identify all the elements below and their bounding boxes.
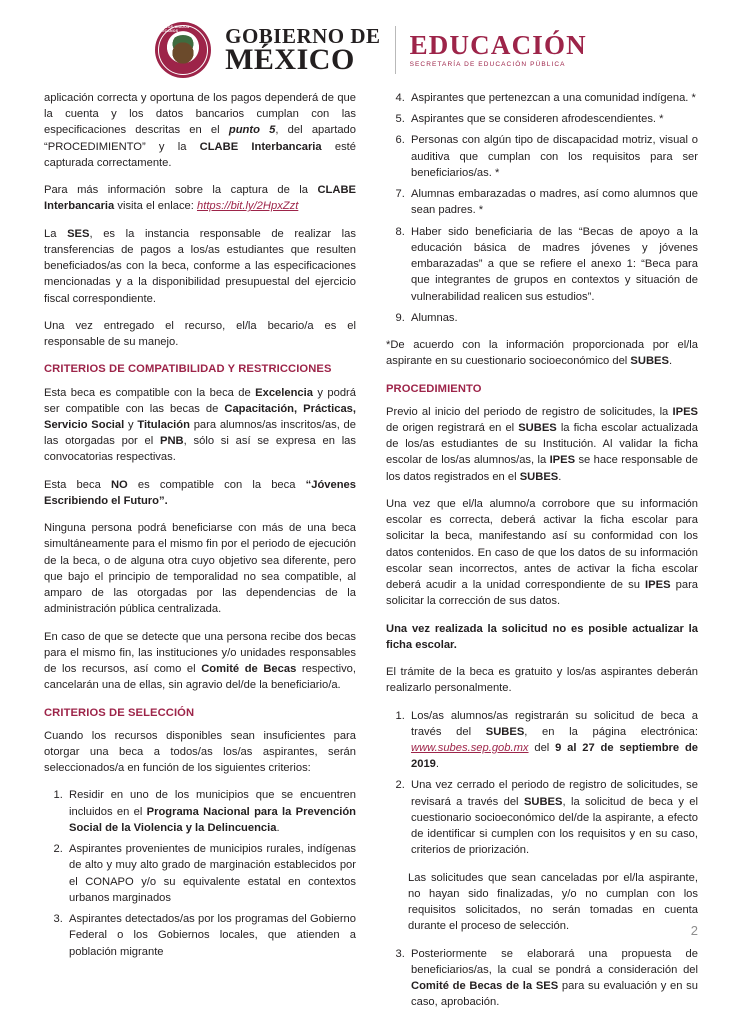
paragraph-solicitudes-canceladas: Las solicitudes que sean canceladas por el/la aspirante, no hayan sido finalizadas, y/o no cumplan con los requisitos solicitados, no serán tomadas en cuenta durante el proceso de selección. [408,871,698,933]
paragraph-activacion: Una vez que el/la alumno/a corrobore que su información escolar es correcta, deberá activar la ficha escolar para solicitar la beca, manifestando así su conformidad con los datos contenidos. En caso de que los datos de su información escolar sean incorrectos, antes de activar la ficha escolar deberá acudir a la unidad correspondiente de su IPES para solicitar la corrección de sus datos. [386,497,699,608]
paragraph-compatibilidad: Esta beca es compatible con la beca de Excelencia y podrá ser compatible con las becas de Capacitación, Prácticas, Servicio Social y Titulación para alumnos/as inscritos/as, de las otorgadas por el PNB, sólo si así se expresa en las convocatorias respectivas. [44,386,357,464]
paragraph-simultaneidad: Ninguna persona podrá beneficiarse con más de una beca simultáneamente para el mismo fin por el periodo de ejecución de la beca, o de alguna otra cuyo objetivo sea diferente, pero que bajo el principio de temporalidad no sea compatible, al amparo de las otorgadas por las dependencias de la administración pública centralizada. [44,522,356,616]
paragraph-ses: La SES, es la instancia responsable de realizar las transferencias de pagos a los/as estudiantes que resulten beneficiados/as con la beca, conforme a las especificaciones mencionadas y a la disponibilidad presupuestal del ejercicio fiscal correspondiente. [44,227,356,305]
list-item: 7. Alumnas embarazadas o madres, así como alumnos que sean padres. * [408,186,698,218]
paragraph-dos-becas: En caso de que se detecte que una persona recibe dos becas para el mismo fin, las instituciones y/o unidades responsables de los recursos, así como el Comité de Becas respectivo, cancelarán una de ellas, sin agravio del/de la beneficiario/a. [44,630,357,692]
education-block [409,29,587,69]
list-item: 3. Posteriormente se elaborará una propuesta de beneficiarios/as, la cual se pondrá a consideración del Comité de Becas de la SES para su evaluación y en su caso, aprobación. [408,946,698,1011]
list-item: 4. Aspirantes que pertenezcan a una comunidad indígena. * [408,90,698,106]
right-column [386,90,698,1021]
government-title [225,23,381,76]
paragraph-no-compatible: Esta beca NO es compatible con la beca “Jóvenes Escribiendo el Futuro”. [44,478,356,507]
gob-line-1: GOBIERNO DE [225,23,381,48]
emblem-text: ESTADOS UNIDOS MEXICANOS [155,24,190,33]
header-inner [155,22,587,78]
list-item: 6. Personas con algún tipo de discapacidad motriz, visual o auditiva que cumplan con los requisitos para ser beneficiarios/as. * [408,132,698,181]
criterios-list-continued [386,90,698,326]
list-item: 8. Haber sido beneficiaria de las “Becas de apoyo a la educación básica de madres jóvenes y jóvenes embarazadas” a que se refiere el anexo 1: “Beca para que integrantes de grupos en contextos y situación de vulnerabilidad realicen sus estudios”. [408,224,698,305]
list-item: 2. Aspirantes provenientes de municipios rurales, indígenas de alto y muy alto grado de marginación establecidos por el CONAPO y/o su equivalente estatal en contextos urbanos marginados [66,841,356,906]
education-title: EDUCACIÓN [409,29,587,60]
paragraph-recurso: Una vez entregado el recurso, el/la becario/a es el responsable de su manejo. [44,319,356,349]
paragraph-pagos: aplicación correcta y oportuna de los pagos dependerá de que la cuenta y los datos bancarios cumplan con las especificaciones descritas en el punto 5, del apartado “PROCEDIMIENTO” y la CLABE Interbancaria esté capturada correctamente. [44,92,356,169]
procedimiento-list [386,708,698,859]
list-item: 5. Aspirantes que se consideren afrodescendientes. * [408,111,698,127]
procedimiento-list-continued [386,946,698,1011]
section-title-compatibilidad: CRITERIOS DE COMPATIBILIDAD Y RESTRICCIONES [44,363,332,376]
section-title-seleccion: CRITERIOS DE SELECCIÓN [44,706,195,719]
education-subtitle: SECRETARÍA DE EDUCACIÓN PÚBLICA [409,60,566,68]
page-number: 2 [690,923,698,938]
mexican-eagle-emblem-icon [155,22,211,78]
subes-link[interactable]: www.subes.sep.gob.mx [411,741,529,754]
list-item: 9. Alumnas. [408,310,698,326]
paragraph-tramite-gratuito: El trámite de la beca es gratuito y los/as aspirantes deberán realizarlo personalmente. [386,666,698,695]
clabe-link[interactable]: https://bit.ly/2HpxZzt [196,200,299,213]
paragraph-clabe-info: Para más información sobre la captura de la CLABE Interbancaria visita el enlace: https://bit.ly/2HpxZzt [44,184,356,213]
list-item: 1. Residir en uno de los municipios que se encuentren incluidos en el Programa Nacional para la Prevención Social de la Violencia y la Delincuencia. [66,787,356,836]
document-header [0,0,742,90]
header-divider [395,26,396,74]
paragraph-criterios-intro: Cuando los recursos disponibles sean insuficientes para otorgar una beca a todos/as los/as aspirantes, serán seleccionados/a en función de los siguientes criterios: [44,729,356,775]
list-item: 3. Aspirantes detectados/as por los programas del Gobierno Federal o los Gobiernos locales, que atienden a población migrante [66,911,356,960]
list-item: 1. Los/as alumnos/as registrarán su solicitud de beca a través del SUBES, en la página electrónica: www.subes.sep.gob.mx del 9 al 27 de septiembre de 2019. [408,708,698,773]
section-title-procedimiento: PROCEDIMIENTO [386,382,482,395]
gob-line-2: MÉXICO [225,42,355,76]
criterios-list [44,787,356,959]
paragraph-no-actualizar: Una vez realizada la solicitud no es posible actualizar la ficha escolar. [386,622,698,651]
left-column [44,90,356,1021]
footnote-asterisco: *De acuerdo con la información proporcionada por el/la aspirante en su cuestionario socioeconómico del SUBES. [386,339,698,368]
paragraph-ficha-escolar: Previo al inicio del periodo de registro de solicitudes, la IPES de origen registrará en el SUBES la ficha escolar actualizada de los/as estudiantes de su Institución. Al validar la ficha escolar de los/as alumnos/as, la IPES se hace responsable de los datos registrados en el SUBES. [386,405,698,483]
list-item: 2. Una vez cerrado el periodo de registro de solicitudes, se revisará a través del SUBES, la solicitud de beca y el cuestionario socioeconómico del/de la aspirante, a efecto de identificar si cumplen con los requisitos y en su caso, criterios de priorización. [408,777,698,858]
page-body [0,90,742,1021]
